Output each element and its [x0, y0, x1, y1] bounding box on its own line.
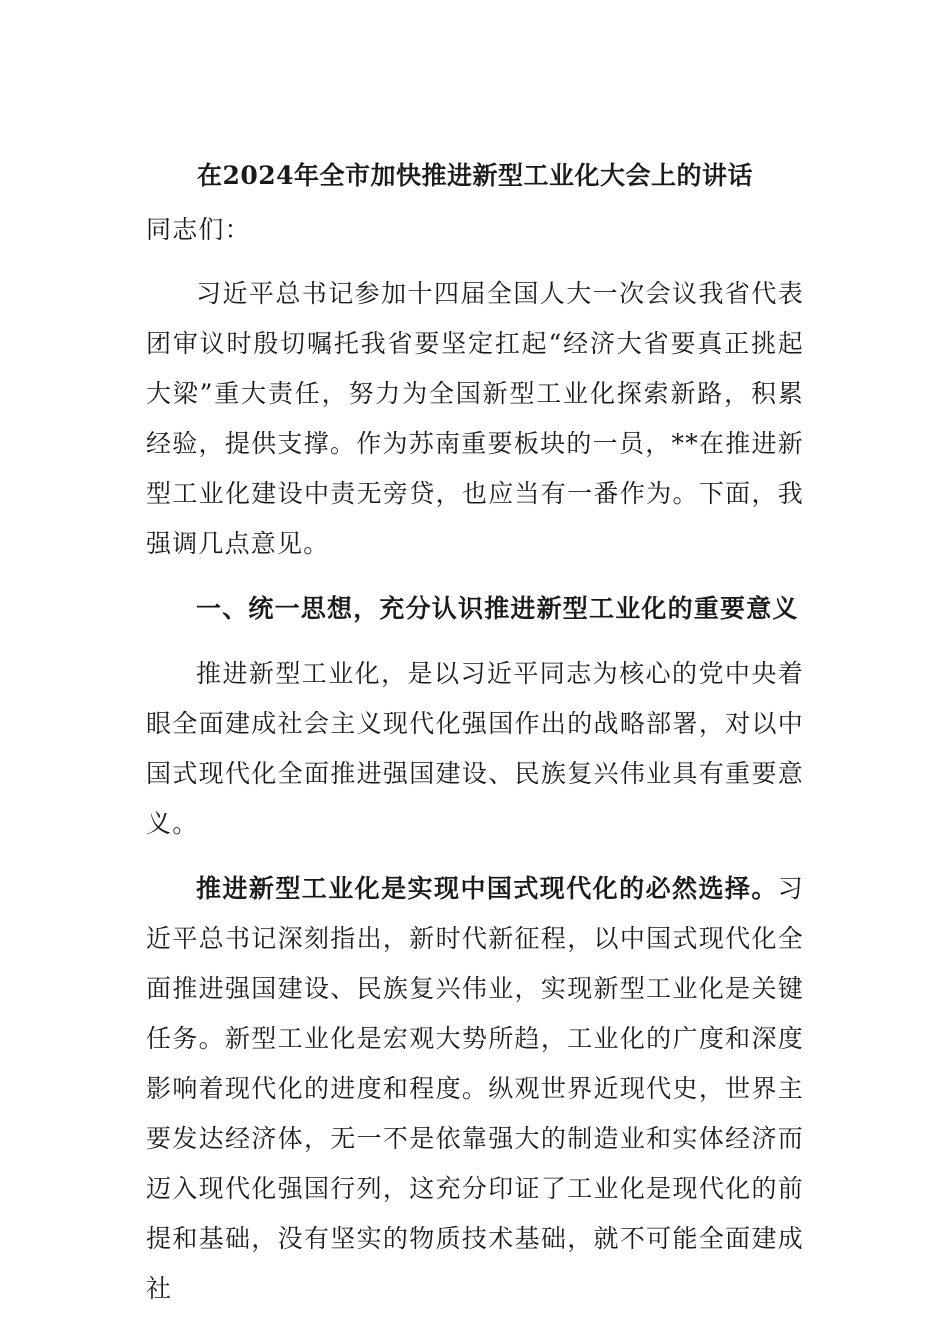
section-heading-1: 一、统一思想，充分认识推进新型工业化的重要意义 — [196, 594, 799, 623]
salutation: 同志们： — [146, 215, 251, 244]
paragraph-lead-sentence: 推进新型工业化是实现中国式现代化的必然选择。 — [196, 874, 778, 903]
paragraph-necessity — [146, 864, 804, 1314]
document-title: 在2024年全市加快推进新型工业化大会上的讲话 — [196, 161, 754, 190]
paragraph-body-text: 习近平总书记深刻指出，新时代新征程，以中国式现代化全面推进强国建设、民族复兴伟业，实现新型工业化是关键任务。新型工业化是宏观大势所趋，工业化的广度和深度影响着现代化的进度和程度。纵观世界近现代史，世界主要发达经济体，无一不是依靠强大的制造业和实体经济而迈入现代化强国行列，这充分印证了工业化是现代化的前提和基础，没有坚实的物质技术基础，就不可能全面建成社 — [146, 874, 804, 1303]
paragraph-significance: 推进新型工业化，是以习近平同志为核心的党中央着眼全面建成社会主义现代化强国作出的战略部署，对以中国式现代化全面推进强国建设、民族复兴伟业具有重要意义。 — [146, 659, 804, 838]
document-body — [146, 151, 804, 1329]
paragraph-intro: 习近平总书记参加十四届全国人大一次会议我省代表团审议时殷切嘱托我省要坚定扛起“经济大省要真正挑起大梁”重大责任，努力为全国新型工业化探索新路，积累经验，提供支撑。作为苏南重要板块的一员，**在推进新型工业化建设中责无旁贷，也应当有一番作为。下面，我强调几点意见。 — [146, 279, 804, 558]
